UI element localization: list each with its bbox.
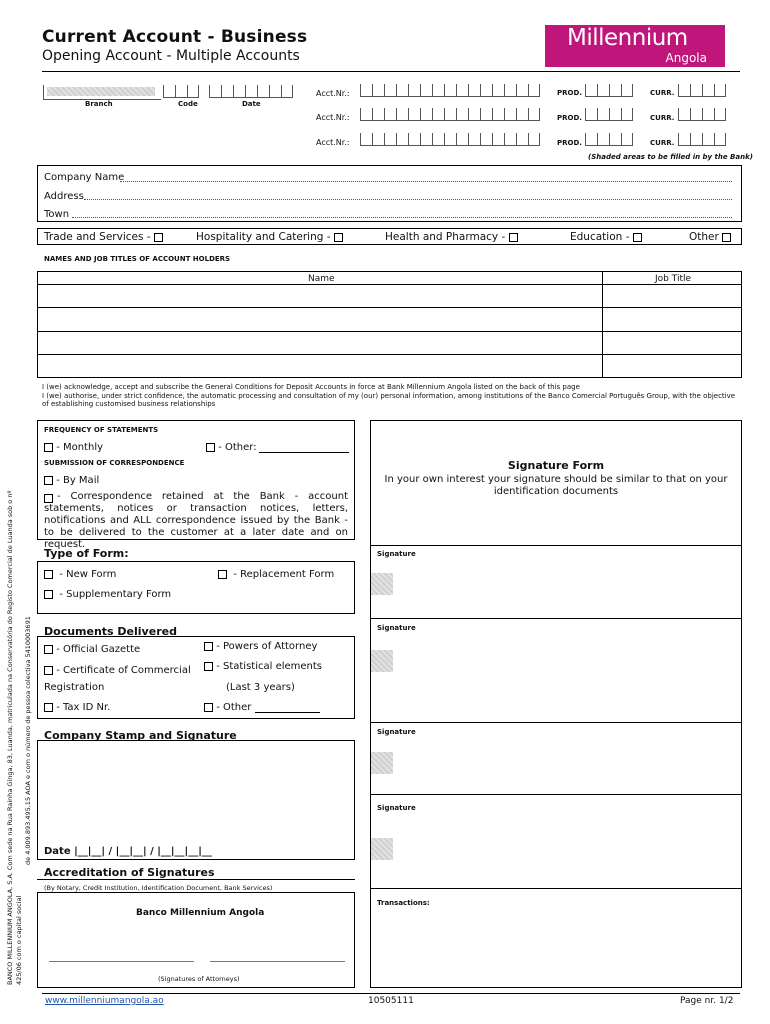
frequency-other-label: - Other: [218, 442, 257, 453]
acct-label-3: Acct.Nr.: [316, 138, 350, 147]
frequency-other-input[interactable] [259, 452, 349, 453]
signature-label-4: Signature [377, 804, 416, 812]
acknowledge-text [42, 383, 742, 409]
shaded-note: (Shaded areas to be filled in by the Bank) [588, 153, 753, 161]
side-legal-text [6, 485, 33, 985]
curr-label-2: CURR. [650, 114, 675, 122]
signature-shade-4 [371, 838, 393, 860]
doc-other-checkbox[interactable] [204, 703, 213, 712]
signature-input-2[interactable] [395, 635, 740, 715]
sector-hospitality[interactable] [196, 231, 343, 243]
statistical-label: - Statistical elements [216, 661, 323, 672]
supplementary-form-checkbox[interactable] [44, 590, 53, 599]
logo-sub-text: Angola [665, 51, 707, 65]
transactions-rule [370, 888, 742, 889]
accreditation-sub: (By Notary, Credit Institution, Identification Document, Bank Services) [44, 884, 273, 892]
curr-label-1: CURR. [650, 89, 675, 97]
page-title: Current Account - Business [42, 27, 308, 47]
submission-heading: SUBMISSION OF CORRESPONDENCE [44, 459, 185, 467]
curr-field-1[interactable] [678, 84, 726, 98]
acct-field-3[interactable] [360, 133, 540, 147]
doc-taxid[interactable] [44, 702, 110, 713]
holders-col-job: Job Title [655, 274, 692, 284]
stamp-date-field[interactable]: Date |__|__| / |__|__| / |__|__|__|__ [44, 846, 212, 857]
signature-rule-1 [370, 545, 742, 546]
type-form-replacement[interactable] [218, 569, 334, 580]
acct-field-1[interactable] [360, 84, 540, 98]
by-mail-checkbox[interactable] [44, 476, 53, 485]
documents-heading: Documents Delivered [44, 625, 177, 638]
new-form-label: - New Form [59, 569, 117, 580]
sector-health-checkbox[interactable] [509, 233, 518, 242]
replacement-form-checkbox[interactable] [218, 570, 227, 579]
powers-label: - Powers of Attorney [216, 641, 318, 652]
acknowledge-line-2: I (we) authorise, under strict confidence, the automatic processing and consultation of my (our) personal information, among institutions of the Banco Comercial Português Group, with the objective of establishing customised business relationships [42, 391, 736, 408]
monthly-checkbox[interactable] [44, 443, 53, 452]
frequency-other[interactable] [206, 442, 257, 453]
signature-shade-3 [371, 752, 393, 774]
town-label: Town [44, 209, 70, 220]
signature-label-2: Signature [377, 624, 416, 632]
company-name-input[interactable] [120, 181, 732, 182]
acct-label-2: Acct.Nr.: [316, 113, 350, 122]
supplementary-form-label: - Supplementary Form [59, 589, 172, 600]
accreditation-rule [37, 879, 355, 880]
transactions-input[interactable] [377, 910, 737, 984]
signature-rule-4 [370, 794, 742, 795]
sector-health[interactable] [385, 231, 518, 243]
holder-name-input-4[interactable] [38, 355, 601, 377]
address-label: Address [44, 191, 84, 202]
holder-name-input-2[interactable] [38, 308, 601, 330]
doc-other-label: - Other [216, 702, 252, 713]
prod-field-1[interactable] [585, 84, 633, 98]
code-field[interactable] [163, 85, 199, 99]
side-legal-line-1: BANCO MILLENNIUM ANGOLA, S.A. Com sede na Rua Rainha Ginga, 83, Luanda, matriculada na Conservatória do Registo Comercial de Luanda sob o nº 425/06 com o capital social [6, 490, 23, 985]
signature-rule-2 [370, 618, 742, 619]
address-input[interactable] [84, 199, 732, 200]
transactions-label: Transactions: [377, 899, 430, 907]
holders-col-name: Name [308, 274, 335, 284]
new-form-checkbox[interactable] [44, 570, 53, 579]
sector-education[interactable] [570, 231, 642, 243]
gazette-checkbox[interactable] [44, 645, 53, 654]
doc-powers[interactable] [204, 641, 317, 652]
prod-label-2: PROD. [557, 114, 582, 122]
sector-other-label: Other [689, 231, 719, 243]
code-label: Code [178, 100, 198, 108]
signature-shade-1 [371, 573, 393, 595]
holders-col-divider [602, 271, 603, 378]
statistical-last3: (Last 3 years) [226, 682, 295, 693]
attorney-signature-line-1[interactable] [49, 961, 194, 962]
powers-checkbox[interactable] [204, 642, 213, 651]
acct-field-2[interactable] [360, 108, 540, 122]
sector-education-label: Education - [570, 231, 630, 243]
company-name-label: Company Name [44, 172, 125, 183]
stamp-box[interactable] [37, 740, 355, 860]
footer-page: Page nr. 1/2 [680, 996, 734, 1006]
certificate-label: - Certificate of Commercial [56, 665, 191, 676]
acct-label-1: Acct.Nr.: [316, 89, 350, 98]
monthly-label: - Monthly [56, 442, 104, 453]
certificate-label-line2: Registration [44, 682, 105, 693]
submission-by-mail[interactable] [44, 475, 99, 486]
doc-gazette[interactable] [44, 644, 140, 655]
stamp-heading: Company Stamp and Signature [44, 729, 237, 742]
date-label: Date [242, 100, 261, 108]
holder-name-input-1[interactable] [38, 285, 601, 306]
frequency-heading: FREQUENCY OF STATEMENTS [44, 426, 159, 434]
footer-code: 10505111 [368, 996, 414, 1006]
certificate-checkbox[interactable] [44, 666, 53, 675]
sector-trade-label: Trade and Services - [44, 231, 151, 243]
sector-education-checkbox[interactable] [633, 233, 642, 242]
taxid-checkbox[interactable] [44, 703, 53, 712]
frequency-monthly[interactable] [44, 442, 103, 453]
prod-field-2[interactable] [585, 108, 633, 122]
header-rule [42, 71, 740, 72]
sector-other[interactable] [689, 231, 731, 243]
taxid-label: - Tax ID Nr. [56, 702, 111, 713]
gazette-label: - Official Gazette [56, 644, 141, 655]
date-field[interactable] [209, 85, 293, 99]
replacement-form-label: - Replacement Form [233, 569, 335, 580]
side-legal-line-2: de 4.009.893.495,15 AOA e com o número de pessoa colectiva 5410003691 [24, 616, 32, 865]
prod-field-3[interactable] [585, 133, 633, 147]
sector-trade[interactable] [44, 231, 163, 243]
doc-other[interactable] [204, 702, 251, 713]
branch-field[interactable] [43, 85, 161, 100]
frequency-other-checkbox[interactable] [206, 443, 215, 452]
accreditation-box [37, 892, 355, 988]
signature-form-desc: In your own interest your signature should be similar to that on your identification documents [384, 474, 728, 497]
holders-heading: NAMES AND JOB TITLES OF ACCOUNT HOLDERS [44, 255, 231, 263]
sector-trade-checkbox[interactable] [154, 233, 163, 242]
type-form-supplementary[interactable] [44, 589, 171, 600]
retained-label: - Correspondence retained at the Bank - account statements, notices or transaction notices, letters, notifications and ALL correspondence issued by the Bank - to be delivered to the customer at a later date and on request. [44, 491, 348, 550]
type-form-heading: Type of Form: [44, 547, 129, 560]
company-info-box [37, 165, 742, 222]
sector-health-label: Health and Pharmacy - [385, 231, 506, 243]
statistical-checkbox[interactable] [204, 662, 213, 671]
accreditation-heading: Accreditation of Signatures [44, 866, 215, 879]
signature-label-3: Signature [377, 728, 416, 736]
doc-statistical[interactable] [204, 661, 322, 672]
signature-shade-2 [371, 650, 393, 672]
sector-other-checkbox[interactable] [722, 233, 731, 242]
curr-label-3: CURR. [650, 139, 675, 147]
attorneys-label: (Signatures of Attorneys) [158, 975, 240, 983]
signature-label-1: Signature [377, 550, 416, 558]
prod-label-3: PROD. [557, 139, 582, 147]
curr-field-3[interactable] [678, 133, 726, 147]
sector-hospitality-checkbox[interactable] [334, 233, 343, 242]
footer-website-link[interactable]: www.millenniumangola.ao [45, 996, 164, 1006]
millennium-logo [545, 25, 725, 67]
branch-label: Branch [85, 100, 113, 108]
signature-form-title: Signature Form [507, 459, 605, 472]
logo-main-text: Millennium [567, 25, 688, 51]
acknowledge-line-1: I (we) acknowledge, accept and subscribe the General Conditions for Deposit Accounts in force at Bank Millennium Angola listed on the back of this page [42, 383, 580, 391]
curr-field-2[interactable] [678, 108, 726, 122]
by-mail-label: - By Mail [56, 475, 100, 486]
signature-input-3[interactable] [395, 740, 740, 790]
holder-name-input-3[interactable] [38, 332, 601, 353]
page-subtitle: Opening Account - Multiple Accounts [42, 48, 300, 64]
prod-label-1: PROD. [557, 89, 582, 97]
doc-other-input[interactable] [255, 712, 320, 713]
doc-certificate[interactable] [44, 665, 191, 676]
signature-input-1[interactable] [395, 560, 740, 615]
attorney-signature-line-2[interactable] [210, 961, 345, 962]
sector-hospitality-label: Hospitality and Catering - [196, 231, 331, 243]
signature-rule-3 [370, 722, 742, 723]
signature-input-4[interactable] [395, 815, 740, 885]
accreditation-bank: Banco Millennium Angola [136, 908, 265, 918]
town-input[interactable] [72, 217, 732, 218]
footer-rule [42, 993, 740, 994]
type-form-new[interactable] [44, 569, 116, 580]
